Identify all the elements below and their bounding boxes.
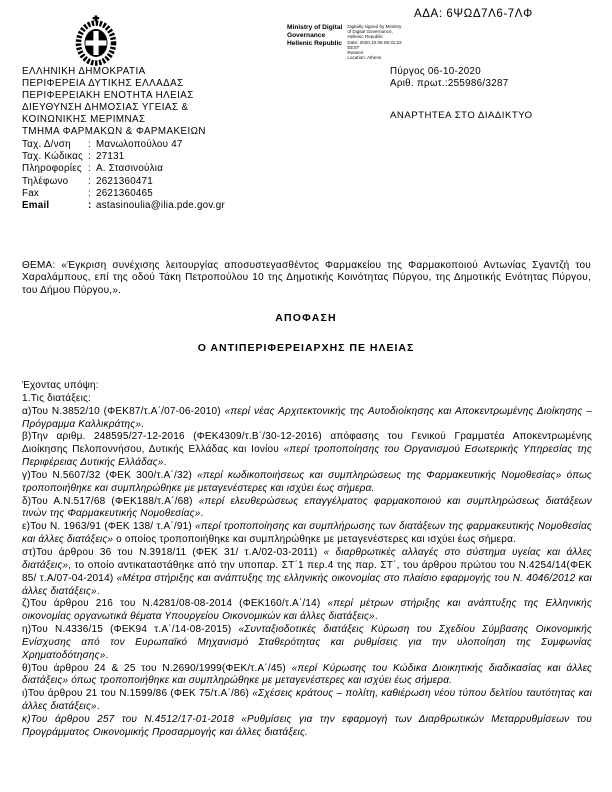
provision-paragraph-e: ε)Του Ν. 1963/91 (ΦΕΚ 138/ τ.Α΄/91) «περί τροποποίησης και συμπλήρωσης των διατάξεων της φαρμακευτικής Νομοθεσίας και άλλες διατάξεις» ο οποίος τροποποιήθηκε και συμπληρώθηκε με μεταγενέστερες και ισχύει έως σήμερα. [22, 521, 592, 546]
subject-text: «Έγκριση συνέχισης λειτουργίας αποσυστεγασθέντος Φαρμακείου της Φαρμακοποιού Αντωνίας Σγαντζή του Χαραλάμπους, επί της οδού Τάκη Πετροπούλου 10 της Δημοτικής Κοινότητας Πύργου, της Δημοτικής Ενότητας Πύργου, του Δήμου Πύργου,». [22, 260, 591, 296]
subject-paragraph [22, 260, 591, 297]
provision-paragraph-i: ι)Του άρθρου 21 του Ν.1599/86 (ΦΕΚ 75/τ.Α΄/86) «Σχέσεις κράτους – πολίτη, καθιέρωση νέου τύπου δελτίου ταυτότητας και άλλες διατάξεις». [22, 688, 592, 713]
org-line: ΠΕΡΙΦΕΡΕΙΑ ΔΥΤΙΚΗΣ ΕΛΛΑΔΑΣ [22, 78, 184, 90]
ada-code: ΑΔΑ: 6ΨΩΔ7Λ6-7ΛΦ [414, 8, 533, 20]
org-line: ΤΜΗΜΑ ΦΑΡΜΑΚΩΝ & ΦΑΡΜΑΚΕΙΩΝ [22, 126, 206, 138]
provision-paragraph-b: β)Την αριθμ. 248595/27-12-2016 (ΦΕΚ4309/τ.Β΄/30-12-2016) απόφασης του Γενικού Γραμματέα Αποκεντρωμένης Διοίκησης Πελοποννήσου, Δυτικής Ελλάδας και Ιονίου «περί τροποποίησης του Οργανισμού Εσωτερικής Υπηρεσίας της Περιφέρειας Δυτικής Ελλάδας». [22, 431, 592, 469]
provision-paragraph-h: η)Του Ν.4336/15 (ΦΕΚ94 τ.Α΄/14-08-2015) «Συνταξιοδοτικές διατάξεις Κύρωση του Σχεδίου Σύμβασης Οικονομικής Ενίσχυσης από τον Ευρωπαϊκό Μηχανισμό Σταθερότητας και ρυθμίσεις για την υλοποίηση της Συμφωνίας Χρηματοδότησης». [22, 624, 593, 661]
digital-signature-stamp [287, 24, 459, 60]
hellenic-coat-of-arms-icon [71, 15, 121, 69]
provision-paragraph-d: δ)Του Α.Ν.517/68 (ΦΕΚ188/τ.Α΄/68) «περί ελευθερώσεως επαγγέλματος φαρμακοποιού και συμπληρώσεως διατάξεων τινών της Φαρμακευτικής Νομοθεσίας». [22, 495, 592, 520]
having-regard-line: Έχοντας υπόψη: [22, 380, 99, 391]
provisions-heading: 1.Τις διατάξεις: [22, 392, 92, 404]
subject-label: ΘΕΜΑ: [22, 260, 62, 271]
contact-row-email: Email : astasinoulia@ilia.pde.gov.gr [22, 200, 225, 212]
decision-title: ΑΠΟΦΑΣΗ [275, 312, 337, 324]
org-line: ΕΛΛΗΝΙΚΗ ΔΗΜΟΚΡΑΤΙΑ [22, 66, 146, 77]
provision-paragraph-z: ζ)Του άρθρου 216 του Ν.4281/08-08-2014 (ΦΕΚ160/τ.Α΄/14) «περί μέτρων στήριξης και ανάπτυξης της Ελληνικής οικονομίας οργανωτικά θέματα Υπουργείου Οικονομικών και άλλες διατάξεις». [22, 598, 593, 623]
contact-details-block [22, 139, 322, 212]
place-date-protocol-block [390, 66, 508, 90]
contact-row-phone: Τηλέφωνο : 2621360471 [22, 175, 153, 187]
provision-paragraph-st: στ)Του άρθρου 36 του Ν.3918/11 (ΦΕΚ 31/ τ.Α/02-03-2011) « διαρθρωτικές αλλαγές στο σύστημα υγείας και άλλες διατάξεις», το οποίο αντικαταστάθηκε από την υποπαρ. ΣΤ΄1 περ.4 της παρ. ΣΤ΄, του άρθρου πρώτου του Ν.4254/14(ΦΕΚ 85/ τ.Α/07-04-2014) «Μέτρα στήριξης και ανάπτυξης της ελληνικής οικονομίας στο πλαίσιο εφαρμογής του Ν. 4046/2012 και άλλες διατάξεις». [22, 546, 592, 597]
protocol-number: Αριθ. πρωτ.:255986/3287 [390, 78, 509, 90]
stamp-signature-details: Digitally signed by Ministry of Digital Governance, Hellenic Republic Date: 2020.10.06 09:31:22 EEST Reason: Location: Athens [347, 24, 402, 61]
org-line: ΠΕΡΙΦΕΡΕΙΑΚΗ ΕΝΟΤΗΤΑ ΗΛΕΙΑΣ [22, 90, 194, 102]
provision-paragraph-c: γ)Του Ν.5607/32 (ΦΕΚ 300/τ.Α΄/32) «περί κωδικοποιήσεως και συμπληρώσεως της Φαρμακευτικής Νομοθεσίας» όπως τροποποιήθηκε και συμπληρώθηκε με μεταγενέστερες και ισχύει έως σήμερα. [22, 469, 592, 494]
org-line: ΚΟΙΝΩΝΙΚΗΣ ΜΕΡΙΜΝΑΣ [22, 114, 146, 126]
contact-row-postcode: Ταχ. Κώδικας : 27131 [22, 151, 125, 163]
contact-row-fax: Fax : 2621360465 [22, 187, 153, 199]
org-line: ΔΙΕΥΘΥΝΣΗ ΔΗΜΟΣΙΑΣ ΥΓΕΙΑΣ & [22, 102, 189, 114]
email-address: astasinoulia@ilia.pde.gov.gr [96, 200, 225, 212]
provision-paragraph-k: κ)Του άρθρου 257 του Ν.4512/17-01-2018 «Ρυθμίσεις για την εφαρμογή των Διαρθρωτικών Μεταρρυθμίσεων του Προγράμματος Οικονομικής Προσαρμογής και άλλες διατάξεις. [22, 713, 592, 738]
decision-body [22, 380, 592, 740]
decision-authority-subtitle: Ο ΑΝΤΙΠΕΡΙΦΕΡΕΙΑΡΧΗΣ ΠΕ ΗΛΕΙΑΣ [197, 342, 415, 354]
provision-paragraph-th: θ)Του άρθρου 24 & 25 του Ν.2690/1999(ΦΕΚ/τ.Α΄/45) «περί Κύρωσης του Κώδικα Διοικητικής διαδικασίας και άλλες διατάξεις» όπως τροποποιήθηκε και συμπληρώθηκε με μεταγενέστερες και ισχύει έως σήμερα. [22, 662, 593, 687]
issuing-authority-block [22, 66, 312, 139]
provision-paragraph-a: α)Του Ν.3852/10 (ΦΕΚ87/τ.Α΄/07-06-2010) «περί νέας Αρχιτεκτονικής της Αυτοδιοίκησης και Αποκεντρωμένης Διοίκησης – Πρόγραμμα Καλλικράτης». [22, 405, 592, 430]
contact-row-address: Ταχ. Δ/νση : Μανωλοπούλου 47 [22, 139, 183, 150]
stamp-ministry-name: Ministry of Digital Governance Hellenic Republic [287, 24, 343, 47]
internet-posting-notice: ΑΝΑΡΤΗΤΕΑ ΣΤΟ ΔΙΑΔΙΚΤΥΟ [390, 110, 533, 121]
contact-row-information: Πληροφορίες : Α. Στασινούλια [22, 163, 164, 175]
place-and-date: Πύργος 06-10-2020 [390, 66, 482, 77]
